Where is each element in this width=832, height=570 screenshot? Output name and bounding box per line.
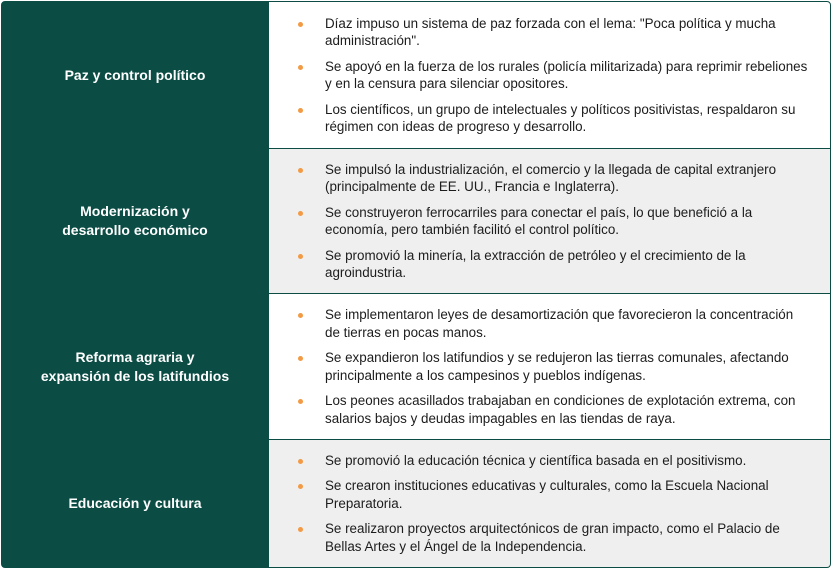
bullet-icon bbox=[298, 108, 303, 113]
list-item-text: Los peones acasillados trabajaban en condiciones de explotación extrema, con salarios bajos y deudas impagables en las tiendas de raya. bbox=[325, 393, 796, 426]
list-item-text: Los científicos, un grupo de intelectuales y políticos positivistas, respaldaron su régimen con ideas de progreso y desarrollo. bbox=[325, 101, 796, 134]
list-item-text: Se impulsó la industrialización, el comercio y la llegada de capital extranjero (principalmente de EE. UU., Francia e Inglaterra). bbox=[325, 161, 777, 194]
bullet-icon bbox=[298, 211, 303, 216]
list-item-text: Se realizaron proyectos arquitectónicos de gran impacto, como el Palacio de Bellas Artes y el Ángel de la Independencia. bbox=[325, 521, 780, 554]
bullet-icon bbox=[298, 459, 303, 464]
row-heading bbox=[2, 149, 268, 293]
row-heading-text: Reforma agraria y expansión de los latifundios bbox=[40, 348, 230, 384]
row-content bbox=[269, 2, 830, 148]
bullet-list bbox=[291, 306, 810, 427]
row-content bbox=[269, 440, 830, 567]
bullet-list bbox=[291, 161, 810, 282]
list-item bbox=[291, 58, 810, 93]
bullet-icon bbox=[298, 399, 303, 404]
list-item-text: Se construyeron ferrocarriles para conectar el país, lo que benefició a la economía, pero también facilitó el control político. bbox=[325, 204, 753, 237]
list-item bbox=[291, 349, 810, 384]
list-item bbox=[291, 452, 810, 470]
bullet-icon bbox=[298, 22, 303, 27]
bullet-icon bbox=[298, 65, 303, 70]
row-heading-text: Educación y cultura bbox=[68, 495, 202, 511]
row-heading bbox=[2, 294, 268, 439]
list-item bbox=[291, 392, 810, 427]
porfiriato-summary-table bbox=[1, 1, 831, 568]
row-content bbox=[269, 294, 830, 439]
list-item bbox=[291, 477, 810, 512]
list-item bbox=[291, 101, 810, 136]
bullet-list bbox=[291, 452, 810, 556]
list-item-text: Se implementaron leyes de desamortización que favorecieron la concentración de tierras en pocas manos. bbox=[325, 307, 794, 340]
bullet-icon bbox=[298, 484, 303, 489]
bullet-icon bbox=[298, 168, 303, 173]
list-item bbox=[291, 306, 810, 341]
bullet-icon bbox=[298, 313, 303, 318]
bullet-icon bbox=[298, 527, 303, 532]
row-heading bbox=[2, 2, 268, 148]
row-heading bbox=[2, 440, 268, 567]
bullet-icon bbox=[298, 356, 303, 361]
row-heading-text: Modernización y desarrollo económico bbox=[62, 203, 208, 238]
list-item-text: Se promovió la minería, la extracción de petróleo y el crecimiento de la agroindustria. bbox=[325, 247, 746, 280]
list-item bbox=[291, 204, 810, 239]
table-row bbox=[2, 440, 830, 567]
table-row bbox=[2, 149, 830, 293]
list-item-text: Díaz impuso un sistema de paz forzada con el lema: "Poca política y mucha administración". bbox=[325, 15, 776, 48]
bullet-icon bbox=[298, 254, 303, 259]
row-heading-text: Paz y control político bbox=[64, 66, 206, 83]
list-item bbox=[291, 520, 810, 555]
bullet-list bbox=[291, 15, 810, 136]
table-row bbox=[2, 294, 830, 439]
list-item bbox=[291, 247, 810, 282]
list-item bbox=[291, 161, 810, 196]
list-item-text: Se promovió la educación técnica y científica basada en el positivismo. bbox=[325, 452, 747, 468]
list-item-text: Se expandieron los latifundios y se redujeron las tierras comunales, afectando principalmente a los campesinos y pueblos indígenas. bbox=[325, 350, 789, 383]
row-content bbox=[269, 149, 830, 293]
table-row bbox=[2, 2, 830, 148]
list-item bbox=[291, 15, 810, 50]
list-item-text: Se apoyó en la fuerza de los rurales (policía militarizada) para reprimir rebeliones y en la censura para silenciar opositores. bbox=[325, 58, 808, 91]
list-item-text: Se crearon instituciones educativas y culturales, como la Escuela Nacional Preparatoria. bbox=[325, 478, 769, 511]
